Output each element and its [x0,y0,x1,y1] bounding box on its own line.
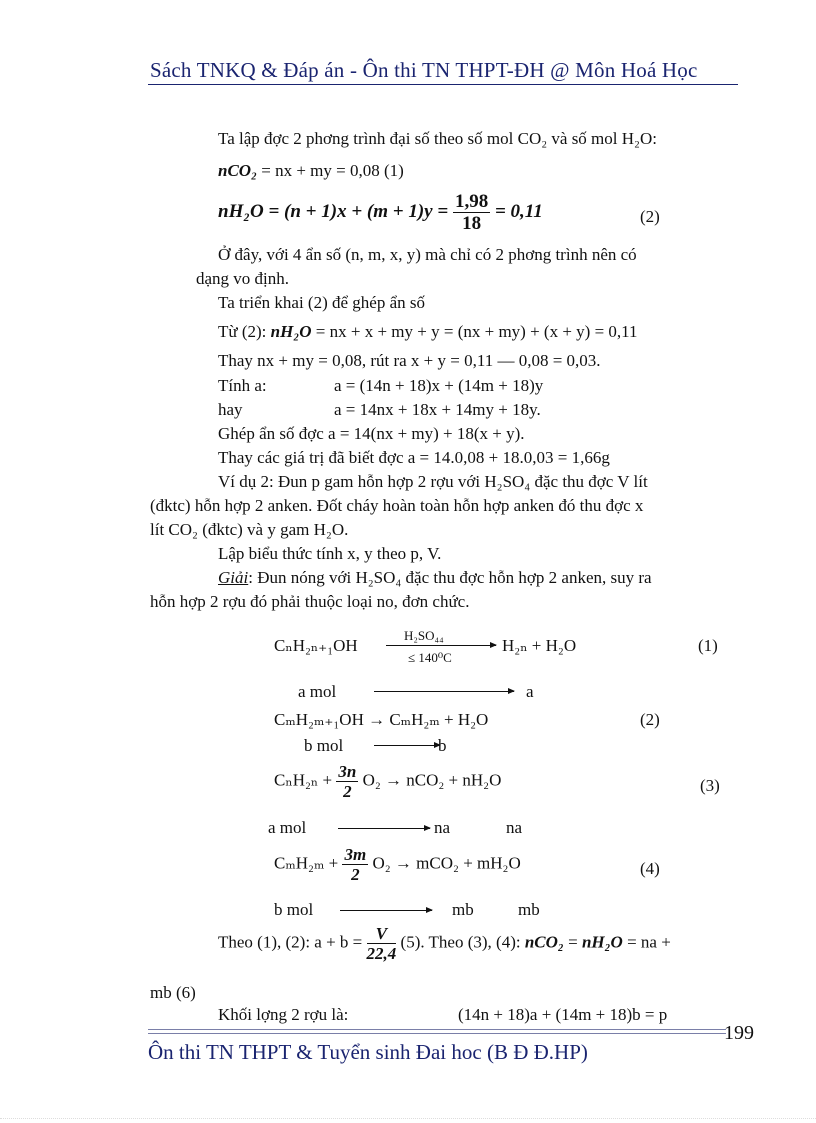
header-divider [148,84,738,85]
reaction-3-amount: a mol [268,818,307,837]
text-span: = nx + x + my + y = (nx + my) + (x + y) = 0,11 [311,322,638,341]
fraction-numerator: 3m [344,845,367,864]
text-label: Khối lợng 2 rợu là: [218,1005,349,1024]
reaction-2-product-amount: b [438,736,447,755]
footer-text: Ôn thi TN THPT & Tuyển sinh Đai hoc (B Đ Đ.HP) [148,1040,588,1064]
fraction [342,846,368,883]
amount-arrow [374,745,440,746]
equation-2 [218,192,543,233]
amount-arrow [374,691,514,692]
reaction-4-amount: b mol [274,900,314,919]
fraction-numerator: 1,98 [454,191,489,212]
reaction-3-tag: (3) [700,776,720,795]
reaction-3-h2o-amount: na [506,818,523,837]
footer-divider [148,1033,726,1034]
fraction [336,763,358,800]
text-line: a = (14n + 18)x + (14m + 18)y [334,376,544,395]
page-number: 199 [724,1022,754,1044]
reaction-1-amount: a mol [298,682,337,701]
text-span: : Đun nóng với H₂SO₄ đặc thu đợc hỗn hợp 2 anken, suy ra [248,568,652,587]
text-line: Ở đây, với 4 ẩn số (n, m, x, y) mà chỉ có 2 phơng trình nên có [218,245,637,264]
equation-1 [218,162,404,179]
reaction-3-rhs: O₂ → nCO₂ + nH₂O [362,770,502,790]
equation-line [218,323,638,340]
fraction-denominator: 2 [351,865,360,884]
text-line: hỗn hợp 2 rợu đó phải thuộc loại no, đơn chức. [150,592,470,611]
mole-symbol: nH₂O [581,932,623,952]
reaction-2-tag: (2) [640,710,660,729]
page-header-title: Sách TNKQ & Đáp án - Ôn thi TN THPT-ĐH @ Môn Hoá Học [150,58,698,82]
fraction-denominator: 22,4 [366,944,397,963]
fraction-numerator: 3n [338,762,357,781]
text-label: hay [218,400,243,419]
text-line: (đktc) hỗn hợp 2 anken. Đốt cháy hoàn toàn hỗn hợp anken đó thu đợc x [150,496,644,515]
equation-line [218,925,671,962]
reaction-4 [274,846,521,883]
mole-symbol: nH₂O [270,322,312,341]
reaction-3 [274,763,501,800]
reaction-2: CₘH₂ₘ₊₁OH → CₘH₂ₘ + H₂O [274,710,489,729]
equation-2-end: = 0,11 [490,200,543,222]
reaction-1-product-amount: a [526,682,534,701]
text-span: = [563,932,582,952]
text-span: = na + [622,932,671,952]
reaction-1-tag: (1) [698,636,718,655]
footer-divider [148,1029,726,1030]
fraction-denominator: 2 [343,782,352,801]
text-span: (5). Theo (3), (4): [396,932,525,952]
text-line: dạng vo định. [196,269,290,288]
text-line: Ví dụ 2: Đun p gam hỗn hợp 2 rợu với H₂SO₄ đặc thu đợc V lít [218,472,648,491]
reaction-3-lhs: CₙH₂ₙ + [274,770,337,790]
fraction-denominator: 18 [462,213,482,234]
text-line: a = 14nx + 18x + 14my + 18y. [334,400,541,419]
reaction-1-rhs: H₂ₙ + H₂O [502,636,577,655]
reaction-3-co2-amount: na [434,818,451,837]
amount-arrow [340,910,432,911]
amount-arrow [338,828,430,829]
text-line: Thay nx + my = 0,08, rút ra x + y = 0,11 — 0,08 = 0,03. [218,351,601,370]
mole-symbol: nCO₂ [218,161,257,180]
fraction-numerator: V [367,925,397,944]
reaction-1-lhs: CₙH₂ₙ₊₁OH [274,636,358,655]
reaction-4-tag: (4) [640,859,660,878]
text-line: lít CO₂ (đktc) và y gam H₂O. [150,520,349,539]
equation-1-rhs: = nx + my = 0,08 (1) [257,161,404,180]
solution-line [218,569,652,586]
equation-2-tag: (2) [640,207,660,226]
page-edge-line [0,1118,816,1119]
text-line: Thay các giá trị đã biết đợc a = 14.0,08 + 18.0,03 = 1,66g [218,448,610,467]
text-line: Ghép ẩn số đợc a = 14(nx + my) + 18(x + y). [218,424,525,443]
mole-symbol: nCO₂ [524,932,564,952]
reaction-1-catalyst: H₂SO₄₄ [404,628,444,643]
text-label: Tính a: [218,376,267,395]
solution-label: Giải [218,568,249,587]
fraction [367,925,397,962]
equation-2-mid: = (n + 1)x + (m + 1)y = [263,200,453,222]
reaction-arrow [386,645,496,646]
text-line: (14n + 18)a + (14m + 18)b = p [458,1005,668,1024]
text-line: Lập biểu thức tính x, y theo p, V. [218,544,442,563]
fraction [453,192,490,233]
reaction-2-amount: b mol [304,736,344,755]
text-span: Theo (1), (2): a + b = [218,932,367,952]
text-line: Ta triển khai (2) để ghép ẩn số [218,293,425,312]
text-line: mb (6) [150,983,196,1002]
reaction-4-lhs: CₘH₂ₘ + [274,853,343,873]
reaction-4-co2-amount: mb [452,900,474,919]
text-line: Ta lập đợc 2 phơng trình đại số theo số mol CO₂ và số mol H₂O: [218,129,657,148]
reaction-4-h2o-amount: mb [518,900,540,919]
mole-symbol: nH₂O [218,200,264,222]
reaction-4-rhs: O₂ → mCO₂ + mH₂O [372,853,521,873]
reaction-1-condition: ≤ 140⁰C [408,650,452,665]
text-span: Từ (2): [218,322,271,341]
